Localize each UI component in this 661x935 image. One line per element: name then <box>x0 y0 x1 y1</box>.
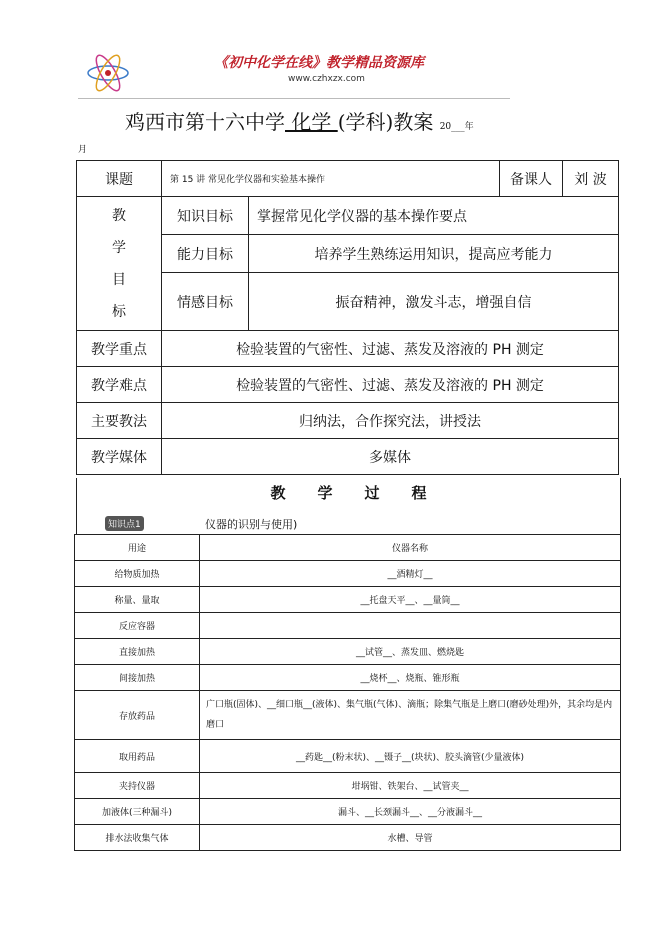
process-section <box>76 478 621 534</box>
knowledge-point-desc: 仪器的识别与使用) <box>205 518 298 531</box>
use-cell: 夹持仪器 <box>75 773 200 799</box>
use-cell: 排水法收集气体 <box>75 825 200 851</box>
topic-value: 第 15 讲 常见化学仪器和实验基本操作 <box>162 161 500 197</box>
month-label: 月 <box>78 145 88 155</box>
instrument-cell: __托盘天平__、__量筒__ <box>200 587 621 613</box>
goals-label-text: 教学目标 <box>112 207 126 320</box>
goal-label-ability: 能力目标 <box>162 235 249 273</box>
year-blank: ___ <box>451 122 465 132</box>
key-point-value: 检验装置的气密性、过滤、蒸发及溶液的 PH 测定 <box>162 331 619 367</box>
header-instrument: 仪器名称 <box>200 535 621 561</box>
goals-label <box>77 197 162 331</box>
process-title: 教学过程 <box>270 484 459 502</box>
use-cell: 反应容器 <box>75 613 200 639</box>
use-cell: 取用药品 <box>75 740 200 773</box>
year-suffix: 年 <box>464 122 474 132</box>
instrument-cell <box>200 613 621 639</box>
table-row <box>75 639 621 665</box>
table-row <box>75 561 621 587</box>
goal-label-knowledge: 知识目标 <box>162 197 249 235</box>
preparer-label: 备课人 <box>500 161 563 197</box>
year-prefix: 20 <box>439 122 452 132</box>
use-cell: 加液体(三种漏斗) <box>75 799 200 825</box>
school-name: 鸡西市第十六中学 <box>125 110 285 134</box>
atom-logo-icon <box>84 52 132 94</box>
subject-label: (学科)教案 <box>337 110 434 134</box>
media-value: 多媒体 <box>162 439 619 475</box>
goal-value-ability: 培养学生熟练运用知识，提高应考能力 <box>249 235 619 273</box>
use-cell: 间接加热 <box>75 665 200 691</box>
instrument-cell: __烧杯__、烧瓶、锥形瓶 <box>200 665 621 691</box>
use-cell: 称量、量取 <box>75 587 200 613</box>
banner-title: 《初中化学在线》教学精品资源库 <box>214 55 424 71</box>
instruments-table <box>74 534 621 851</box>
table-row <box>75 691 621 740</box>
table-row <box>75 825 621 851</box>
banner-url: www.czhxzx.com <box>288 74 365 84</box>
instrument-cell: __药匙__(粉末状)、__镊子__(块状)、胶头滴管(少量液体) <box>200 740 621 773</box>
table-row <box>75 773 621 799</box>
key-point-label: 教学重点 <box>77 331 162 367</box>
use-cell: 直接加热 <box>75 639 200 665</box>
table-row <box>75 613 621 639</box>
instrument-cell: 漏斗、__长颈漏斗__、__分液漏斗__ <box>200 799 621 825</box>
header-banner <box>78 48 510 99</box>
table-row <box>75 740 621 773</box>
lesson-plan-table <box>76 160 619 475</box>
table-row <box>75 799 621 825</box>
instrument-cell: __酒精灯__ <box>200 561 621 587</box>
difficult-point-value: 检验装置的气密性、过滤、蒸发及溶液的 PH 测定 <box>162 367 619 403</box>
table-row <box>75 587 621 613</box>
document-title <box>125 106 474 135</box>
goal-value-knowledge: 掌握常见化学仪器的基本操作要点 <box>249 197 619 235</box>
knowledge-point-badge: 知识点1 <box>105 516 144 531</box>
difficult-point-label: 教学难点 <box>77 367 162 403</box>
instrument-cell: 坩埚钳、铁架台、__试管夹__ <box>200 773 621 799</box>
header-use: 用途 <box>75 535 200 561</box>
preparer-value: 刘 波 <box>563 161 619 197</box>
instrument-cell: __试管__、蒸发皿、燃烧匙 <box>200 639 621 665</box>
method-label: 主要教法 <box>77 403 162 439</box>
use-cell: 存放药品 <box>75 691 200 740</box>
instrument-cell: 广口瓶(固体)、__细口瓶__(液体)、集气瓶(气体)、滴瓶；除集气瓶是上磨口(磨砂处理)外，其余均是内磨口 <box>200 691 621 740</box>
goal-label-emotion: 情感目标 <box>162 273 249 331</box>
table-row <box>75 665 621 691</box>
use-cell: 给物质加热 <box>75 561 200 587</box>
method-value: 归纳法，合作探究法，讲授法 <box>162 403 619 439</box>
subject-name: 化学 <box>285 110 338 134</box>
instrument-cell: 水槽、导管 <box>200 825 621 851</box>
topic-label: 课题 <box>77 161 162 197</box>
media-label: 教学媒体 <box>77 439 162 475</box>
goal-value-emotion: 振奋精神，激发斗志，增强自信 <box>249 273 619 331</box>
